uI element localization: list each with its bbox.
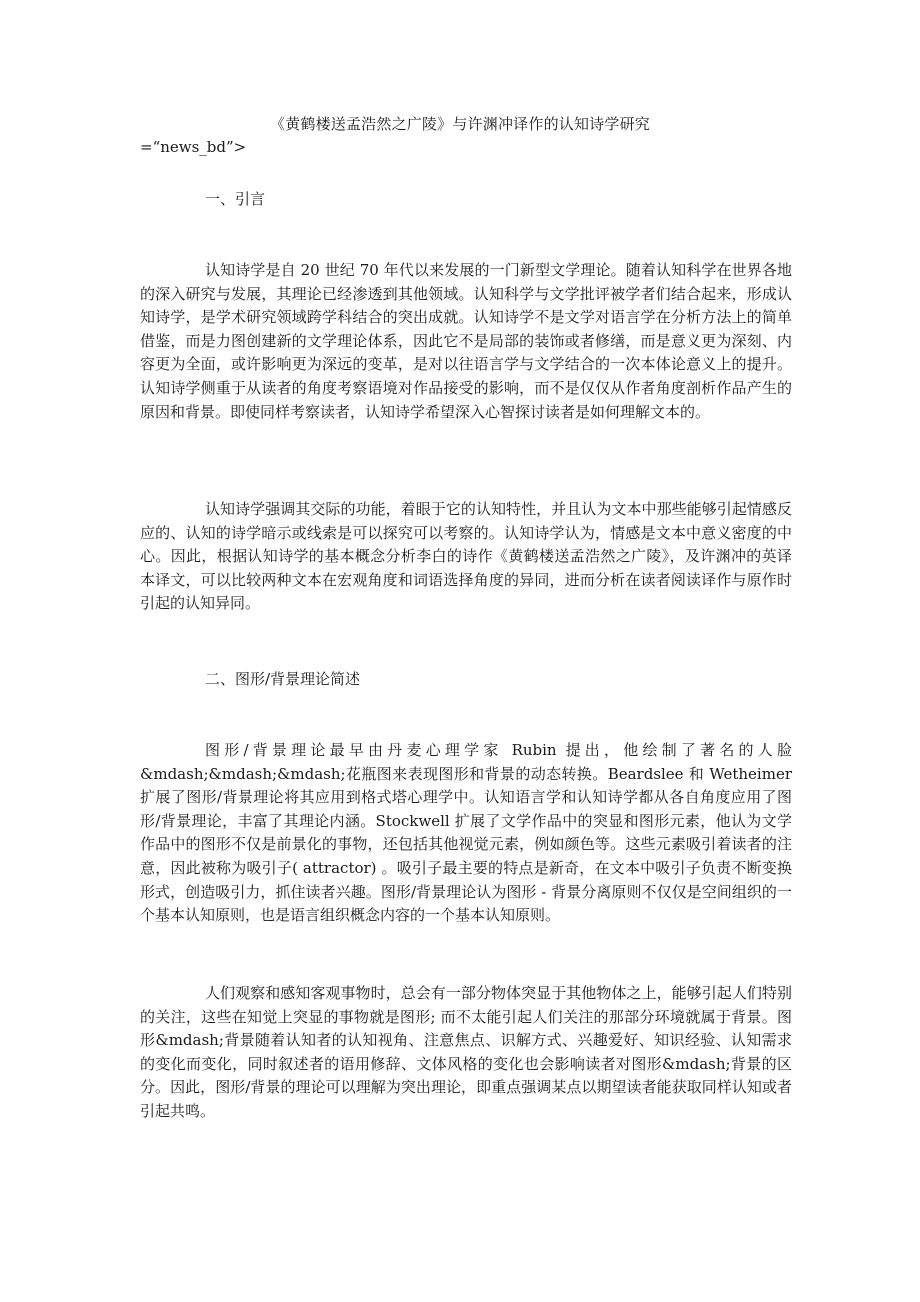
section-heading-figure-ground: 二、图形/背景理论简述 (205, 670, 361, 688)
paragraph: 图形/背景理论最早由丹麦心理学家 Rubin 提出，他绘制了著名的人脸&mdash;&mdash;&mdash;花瓶图来表现图形和背景的动态转换。Beardslee 和 Wetheimer 扩展了图形/背景理论将其应用到格式塔心理学中。认知语言学和认知诗学都从各自角度应用了图形/背景理论，丰富了其理论内涵。Stockwell 扩展了文学作品中的突显和图形元素，他认为文学作品中的图形不仅是前景化的事物，还包括其他视觉元素，例如颜色等。这些元素吸引着读者的注意，因此被称为吸引子( attractor) 。吸引子最主要的特点是新奇，在文本中吸引子负责不断变换形式，创造吸引力，抓住读者兴趣。图形/背景理论认为图形 - 背景分离原则不仅仅是空间组织的一个基本认知原则，也是语言组织概念内容的一个基本认知原则。 (140, 741, 792, 925)
paragraph: 认知诗学强调其交际的功能，着眼于它的认知特性，并且认为文本中那些能够引起情感反应的、认知的诗学暗示或线索是可以探究可以考察的。认知诗学认为，情感是文本中意义密度的中心。因此，根据认知诗学的基本概念分析李白的诗作《黄鹤楼送孟浩然之广陵》，及许渊冲的英译本译文，可以比较两种文本在宏观角度和词语选择角度的异同，进而分析在读者阅读译作与原作时引起的认知异同。 (140, 500, 792, 613)
stray-markup-text: =“news_bd”> (140, 138, 247, 156)
paragraph: 认知诗学是自 20 世纪 70 年代以来发展的一门新型文学理论。随着认知科学在世界各地的深入研究与发展，其理论已经渗透到其他领域。认知科学与文学批评被学者们结合起来，形成认知诗学，是学术研究领域跨学科结合的突出成就。认知诗学不是文学对语言学在分析方法上的简单借鉴，而是力图创建新的文学理论体系，因此它不是局部的装饰或者修缮，而是意义更为深刻、内容更为全面，或许影响更为深远的变革，是对以往语言学与文学结合的一次本体论意义上的提升。认知诗学侧重于从读者的角度考察语境对作品接受的影响，而不是仅仅从作者角度剖析作品产生的原因和背景。即使同样考察读者，认知诗学希望深入心智探讨读者是如何理解文本的。 (140, 261, 792, 421)
document-title: 《黄鹤楼送孟浩然之广陵》与许渊冲译作的认知诗学研究 (269, 115, 650, 133)
paragraph: 人们观察和感知客观事物时，总会有一部分物体突显于其他物体之上，能够引起人们特别的关注，这些在知觉上突显的事物就是图形; 而不太能引起人们关注的那部分环境就属于背景。图形&mdash;背景随着认知者的认知视角、注意焦点、识解方式、兴趣爱好、知识经验、认知需求的变化而变化，同时叙述者的语用修辞、文体风格的变化也会影响读者对图形&mdash;背景的区分。因此，图形/背景的理论可以理解为突出理论，即重点强调某点以期望读者能获取同样认知或者引起共鸣。 (140, 984, 792, 1120)
section-heading-intro: 一、引言 (205, 190, 266, 208)
